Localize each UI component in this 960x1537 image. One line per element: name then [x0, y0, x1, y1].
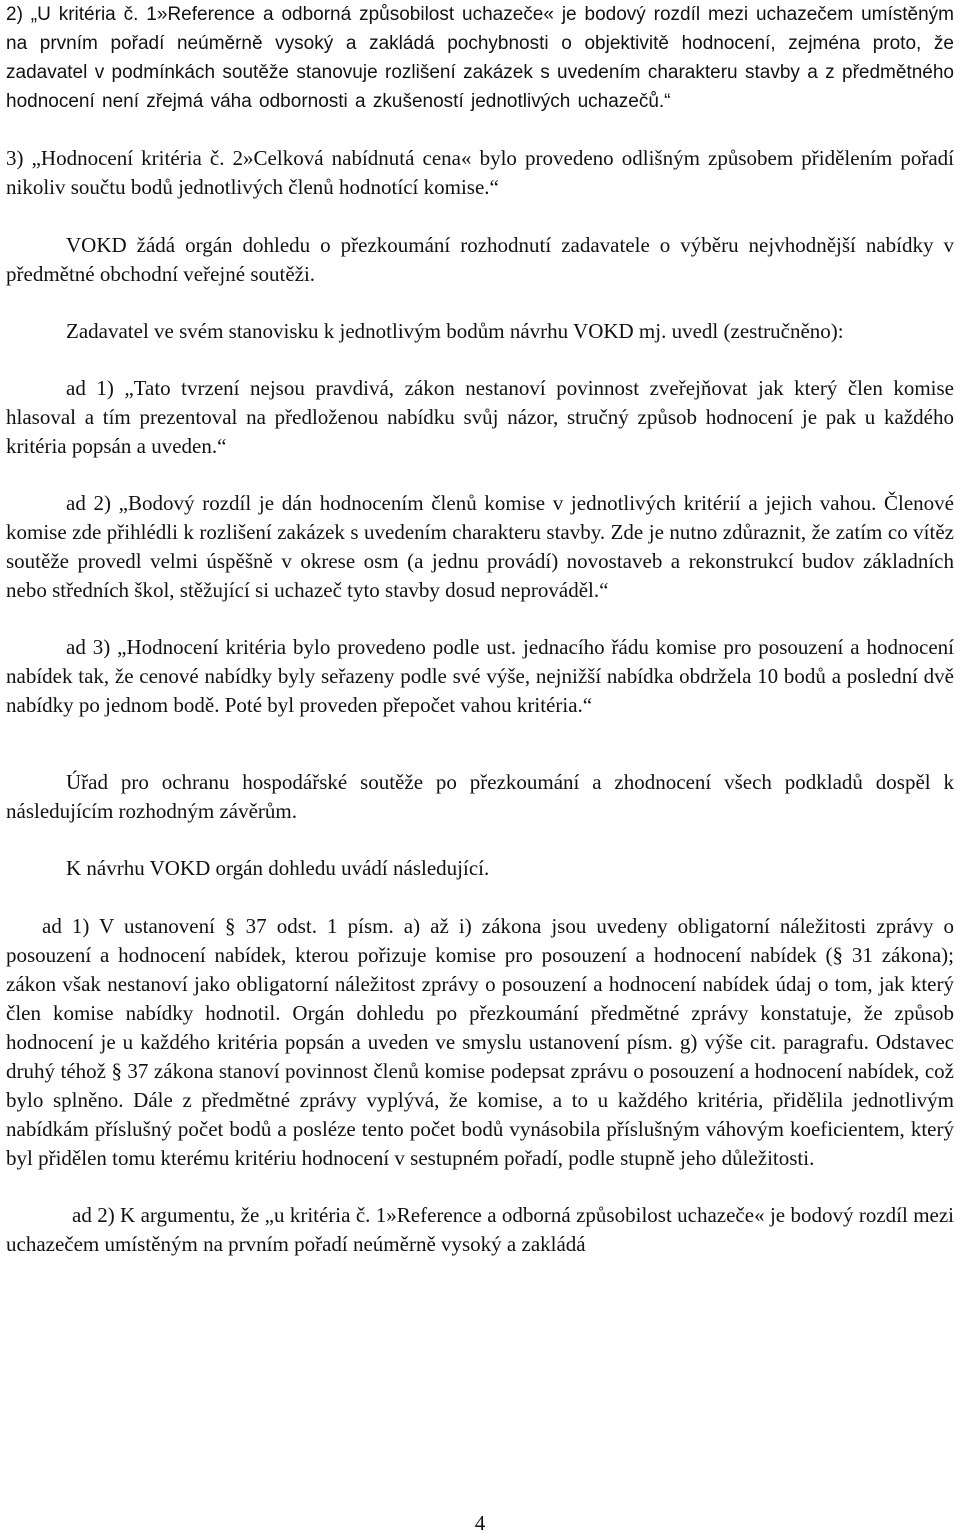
page-number: 4 [474, 1511, 486, 1535]
objection-item-2: 2) „U kritéria č. 1»Reference a odborná způsobilost uchazeče« je bodový rozdíl mezi uchazečem umístěným na prvním pořadí neúměrně vysoký a zakládá pochybnosti o objektivitě hodnocení, zejména proto, že zadavatel v podmínkách soutěže stanovuje rozlišení zakázek s uvedením charakteru stavby a z předmětného hodnocení není zřejmá váha odbornosti a zkušeností jednotlivých uchazečů.“ [6, 4, 954, 112]
objection-item-3: 3) „Hodnocení kritéria č. 2»Celková nabídnutá cena« bylo provedeno odlišným způsobem přidělením pořadí nikoliv součtu bodů jednotlivých členů hodnotící komise.“ [6, 146, 954, 199]
office-conclusion-paragraph: Úřad pro ochranu hospodářské soutěže po přezkoumání a zhodnocení všech podkladů dospěl k následujícím rozhodným závěrům. [6, 770, 954, 823]
authority-response-ad1: ad 1) V ustanovení § 37 odst. 1 písm. a) až i) zákona jsou uvedeny obligatorní náležitosti zprávy o posouzení a hodnocení nabídek, kterou pořizuje komise pro posouzení a hodnocení nabídek (§ 31 zákona); zákon však nestanoví jako obligatorní náležitost zprávy o posouzení a hodnocení nabídek údaj o tom, jak který člen komise nabídky hodnotil. Orgán dohledu po přezkoumání předmětné zprávy konstatuje, že způsob hodnocení je u každého kritéria popsán a uveden ve smyslu ustanovení písm. g) výše cit. paragrafu. Odstavec druhý téhož § 37 zákona stanoví povinnost členů komise podepsat zprávu o posouzení a hodnocení nabídek, což bylo splněno. Dále z předmětné zprávy vyplývá, že komise, a to u každého kritéria, přidělila jednotlivým nabídkám příslušný počet bodů a posléze tento počet bodů vynásobila příslušným váhovým koeficientem, který byl přidělen tomu kterému kritériu hodnocení v sestupném pořadí, podle stupně jeho důležitosti. [6, 914, 954, 1170]
authority-response-ad2: ad 2) K argumentu, že „u kritéria č. 1»Reference a odborná způsobilost uchazeče« je bodový rozdíl mezi uchazečem umístěným na prvním pořadí neúměrně vysoký a zakládá [6, 1203, 954, 1256]
authority-intro-paragraph: K návrhu VOKD orgán dohledu uvádí následující. [66, 856, 490, 880]
zadavatel-intro-paragraph: Zadavatel ve svém stanovisku k jednotlivým bodům návrhu VOKD mj. uvedl (zestručněno): [66, 319, 844, 343]
vokd-request-paragraph: VOKD žádá orgán dohledu o přezkoumání rozhodnutí zadavatele o výběru nejvhodnější nabídky v předmětné obchodní veřejné soutěži. [6, 233, 954, 286]
zadavatel-response-ad2: ad 2) „Bodový rozdíl je dán hodnocením členů komise v jednotlivých kritérií a jejich vahou. Členové komise zde přihlédli k rozlišení zakázek s uvedením charakteru stavby. Zde je nutno zdůraznit, že zatím co vítěz soutěže provedl velmi úspěšně v okrese osm (a jednu provádí) novostaveb a rekonstrukcí budov základních nebo středních škol, stěžující si uchazeč tyto stavby dosud neprováděl.“ [6, 491, 954, 602]
zadavatel-response-ad1: ad 1) „Tato tvrzení nejsou pravdivá, zákon nestanoví povinnost zveřejňovat jak který člen komise hlasoval a tím prezentoval na předloženou nabídku svůj názor, stručný způsob hodnocení je pak u každého kritéria popsán a uveden.“ [6, 376, 954, 458]
zadavatel-response-ad3: ad 3) „Hodnocení kritéria bylo provedeno podle ust. jednacího řádu komise pro posouzení a hodnocení nabídek tak, že cenové nabídky byly seřazeny podle své výše, nejnižší nabídka obdržela 10 bodů a poslední dvě nabídky po jednom bodě. Poté byl proveden přepočet vahou kritéria.“ [6, 635, 954, 717]
document-page [6, 0, 954, 1537]
